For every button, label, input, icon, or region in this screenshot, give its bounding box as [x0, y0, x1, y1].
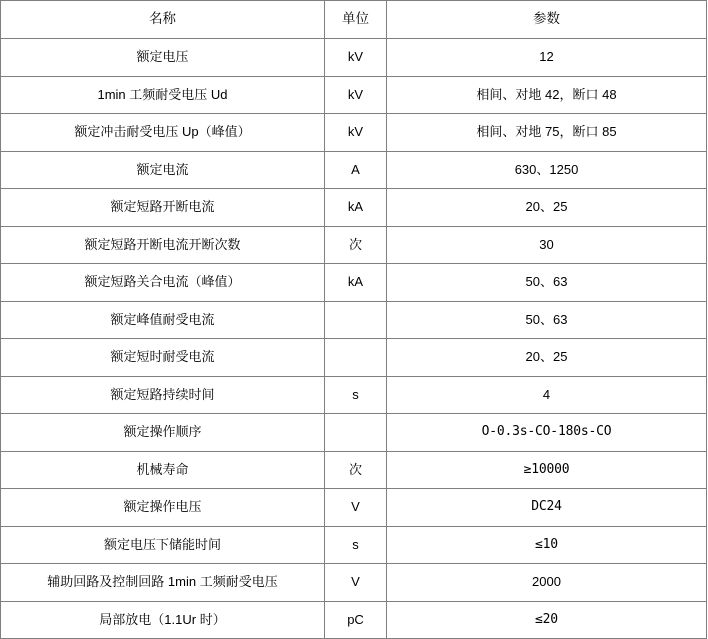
table-body — [1, 39, 707, 639]
cell-name: 额定短时耐受电流 — [1, 339, 325, 377]
cell-unit: A — [325, 151, 387, 189]
cell-unit: kV — [325, 76, 387, 114]
cell-unit: s — [325, 526, 387, 564]
cell-unit: s — [325, 376, 387, 414]
table-row — [1, 114, 707, 152]
cell-param: ≤10 — [387, 526, 707, 564]
cell-param: 2000 — [387, 564, 707, 602]
table-row — [1, 489, 707, 527]
cell-unit: kV — [325, 114, 387, 152]
cell-unit: pC — [325, 601, 387, 639]
cell-param: ≥10000 — [387, 451, 707, 489]
cell-unit — [325, 339, 387, 377]
cell-name: 局部放电（1.1Ur 时） — [1, 601, 325, 639]
cell-name: 额定电压下储能时间 — [1, 526, 325, 564]
cell-param: 相间、对地 75，断口 85 — [387, 114, 707, 152]
cell-param: 50、63 — [387, 301, 707, 339]
table-row — [1, 76, 707, 114]
column-header-unit: 单位 — [325, 1, 387, 39]
table-row — [1, 526, 707, 564]
table-row — [1, 264, 707, 302]
cell-param: 50、63 — [387, 264, 707, 302]
cell-name: 1min 工频耐受电压 Ud — [1, 76, 325, 114]
cell-param: ≤20 — [387, 601, 707, 639]
cell-unit: V — [325, 564, 387, 602]
cell-name: 额定冲击耐受电压 Up（峰值） — [1, 114, 325, 152]
cell-unit: 次 — [325, 226, 387, 264]
cell-unit: kA — [325, 189, 387, 227]
cell-name: 机械寿命 — [1, 451, 325, 489]
table-row — [1, 226, 707, 264]
cell-unit: kA — [325, 264, 387, 302]
cell-param: 4 — [387, 376, 707, 414]
cell-name: 额定短路持续时间 — [1, 376, 325, 414]
cell-name: 额定操作顺序 — [1, 414, 325, 452]
cell-name: 额定短路开断电流 — [1, 189, 325, 227]
cell-param: 630、1250 — [387, 151, 707, 189]
table-row — [1, 151, 707, 189]
table-row — [1, 601, 707, 639]
cell-unit: 次 — [325, 451, 387, 489]
table-row — [1, 564, 707, 602]
cell-param: 20、25 — [387, 339, 707, 377]
cell-unit — [325, 301, 387, 339]
cell-name: 额定峰值耐受电流 — [1, 301, 325, 339]
cell-param: O-0.3s-CO-180s-CO — [387, 414, 707, 452]
cell-param: 20、25 — [387, 189, 707, 227]
cell-unit: kV — [325, 39, 387, 77]
cell-param: 12 — [387, 39, 707, 77]
cell-unit — [325, 414, 387, 452]
cell-param: DC24 — [387, 489, 707, 527]
cell-name: 额定短路关合电流（峰值） — [1, 264, 325, 302]
table-row — [1, 39, 707, 77]
cell-param: 相间、对地 42，断口 48 — [387, 76, 707, 114]
table-row — [1, 451, 707, 489]
table-row — [1, 189, 707, 227]
table-row — [1, 414, 707, 452]
cell-name: 额定电压 — [1, 39, 325, 77]
table-row — [1, 376, 707, 414]
cell-unit: V — [325, 489, 387, 527]
table-row — [1, 339, 707, 377]
column-header-param: 参数 — [387, 1, 707, 39]
cell-name: 辅助回路及控制回路 1min 工频耐受电压 — [1, 564, 325, 602]
column-header-name: 名称 — [1, 1, 325, 39]
cell-name: 额定短路开断电流开断次数 — [1, 226, 325, 264]
cell-name: 额定操作电压 — [1, 489, 325, 527]
table-header-row — [1, 1, 707, 39]
table-row — [1, 301, 707, 339]
cell-param: 30 — [387, 226, 707, 264]
cell-name: 额定电流 — [1, 151, 325, 189]
